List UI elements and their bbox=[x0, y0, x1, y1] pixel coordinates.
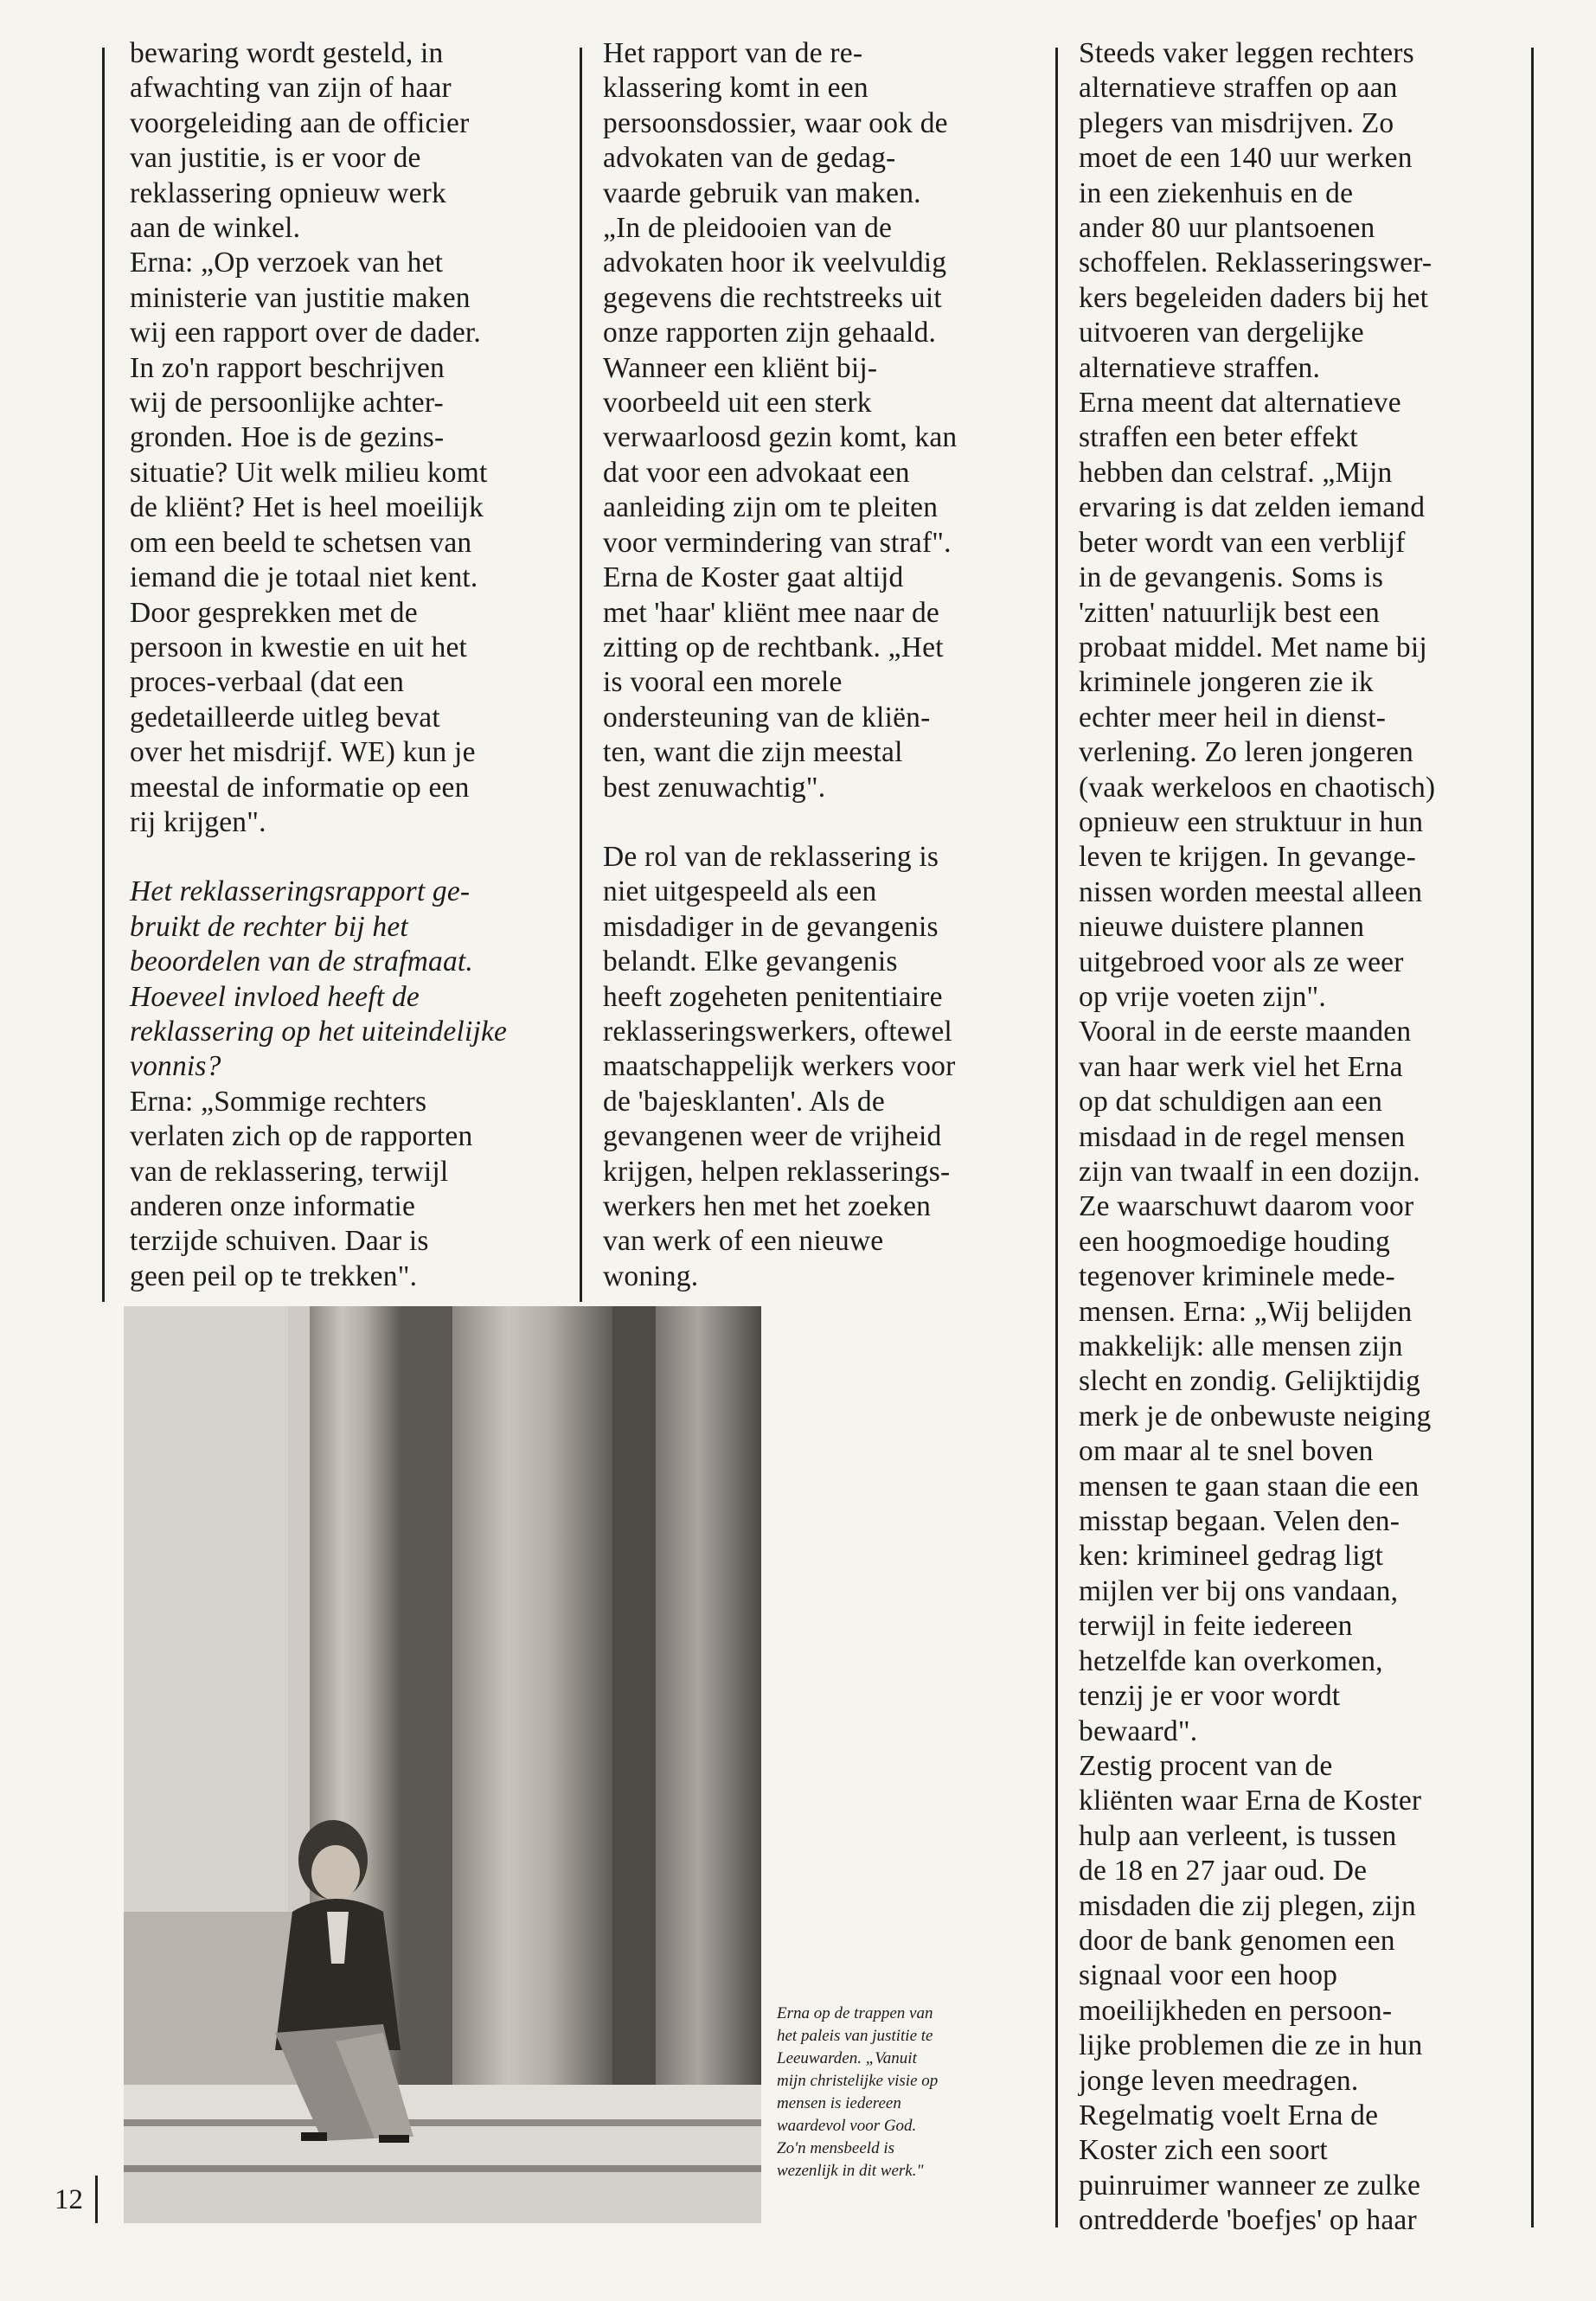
text-line: advokaten van de gedag- bbox=[603, 142, 896, 175]
caption-line: Zo'n mensbeeld is bbox=[777, 2139, 894, 2157]
text-line: schoffelen. Reklasseringswer- bbox=[1079, 247, 1433, 279]
text-line: gevangenen weer de vrijheid bbox=[603, 1120, 942, 1153]
caption-line: mensen is iedereen bbox=[777, 2094, 901, 2112]
text-line: merk je de onbewuste neiging bbox=[1079, 1400, 1432, 1433]
text-line: met 'haar' kliënt mee naar de bbox=[603, 596, 939, 629]
text-line: misstap begaan. Velen den- bbox=[1079, 1505, 1401, 1538]
text-line: De rol van de reklassering is bbox=[603, 840, 939, 873]
text-line: situatie? Uit welk milieu komt bbox=[130, 456, 488, 489]
text-line: om maar al te snel boven bbox=[1079, 1435, 1374, 1468]
text-line: om een beeld te schetsen van bbox=[130, 526, 472, 559]
text-line: afwachting van zijn of haar bbox=[130, 72, 452, 105]
text-line: zijn van twaalf in een dozijn. bbox=[1079, 1156, 1420, 1188]
text-line: moeilijkheden en persoon- bbox=[1079, 1994, 1393, 2027]
text-line: verlening. Zo leren jongeren bbox=[1079, 736, 1413, 769]
text-line: misdaad in de regel mensen bbox=[1079, 1120, 1406, 1153]
text-line: Erna meent dat alternatieve bbox=[1079, 387, 1401, 420]
page-number-rule bbox=[95, 2176, 98, 2223]
text-line: een hoogmoedige houding bbox=[1079, 1225, 1390, 1258]
text-line: op dat schuldigen aan een bbox=[1079, 1086, 1383, 1118]
text-line: puinruimer wanneer ze zulke bbox=[1079, 2169, 1421, 2202]
column-2-text bbox=[603, 36, 957, 805]
text-line: misdaden die zij plegen, zijn bbox=[1079, 1889, 1417, 1922]
text-line: vaarde gebruik van maken. bbox=[603, 176, 921, 209]
photo-caption bbox=[777, 2003, 938, 2182]
text-line: advokaten hoor ik veelvuldig bbox=[603, 247, 947, 279]
text-line: meestal de informatie op een bbox=[130, 771, 470, 804]
interview-question bbox=[130, 875, 507, 1084]
article-column-1 bbox=[130, 36, 507, 1294]
question-line: reklassering op het uiteindelijke bbox=[130, 1015, 508, 1048]
text-line: is vooral een morele bbox=[603, 666, 843, 699]
question-line: beoordelen van de strafmaat. bbox=[130, 945, 473, 978]
text-line: voor vermindering van straf". bbox=[603, 526, 952, 559]
text-line: Regelmatig voelt Erna de bbox=[1079, 2099, 1379, 2131]
text-line: van de reklassering, terwijl bbox=[130, 1155, 449, 1188]
text-line: reklasseringswerkers, oftewel bbox=[603, 1015, 952, 1048]
text-line: tegenover kriminele mede- bbox=[1079, 1260, 1395, 1293]
text-line: Het rapport van de re- bbox=[603, 37, 863, 69]
text-line: klassering komt in een bbox=[603, 72, 869, 105]
text-line: nieuwe duistere plannen bbox=[1079, 911, 1365, 944]
text-line: ken: krimineel gedrag ligt bbox=[1079, 1540, 1384, 1573]
photo-erna-on-courthouse-steps bbox=[124, 1306, 761, 2223]
text-line: zitting op de rechtbank. „Het bbox=[603, 631, 944, 663]
text-line: nissen worden meestal alleen bbox=[1079, 875, 1423, 908]
text-line: op vrije voeten zijn". bbox=[1079, 980, 1326, 1013]
text-line: kriminele jongeren zie ik bbox=[1079, 666, 1374, 699]
text-line: Erna: „Sommige rechters bbox=[130, 1085, 427, 1118]
text-line: slecht en zondig. Gelijktijdig bbox=[1079, 1365, 1420, 1398]
text-line: tenzij je er voor wordt bbox=[1079, 1680, 1341, 1713]
text-line: voorbeeld uit een sterk bbox=[603, 387, 872, 420]
text-line: Erna: „Op verzoek van het bbox=[130, 247, 444, 279]
text-line: leven te krijgen. In gevange- bbox=[1079, 841, 1416, 874]
text-line: Wanneer een kliënt bij- bbox=[603, 351, 878, 384]
text-line: straffen een beter effekt bbox=[1079, 421, 1358, 454]
text-line: geen peil op te trekken". bbox=[130, 1259, 418, 1292]
column-3-text bbox=[1079, 36, 1435, 2239]
text-line: wij de persoonlijke achter- bbox=[130, 387, 444, 420]
text-line: moet de een 140 uur werken bbox=[1079, 142, 1413, 175]
text-line: (vaak werkeloos en chaotisch) bbox=[1079, 771, 1436, 804]
text-line: in een ziekenhuis en de bbox=[1079, 176, 1354, 209]
text-line: de 'bajesklanten'. Als de bbox=[603, 1085, 885, 1118]
article-column-2 bbox=[603, 36, 957, 1294]
text-line: gedetailleerde uitleg bevat bbox=[130, 701, 440, 734]
caption-line: mijn christelijke visie op bbox=[777, 2072, 939, 2090]
text-line: bewaard". bbox=[1079, 1715, 1198, 1747]
text-line: krijgen, helpen reklasserings- bbox=[603, 1155, 951, 1188]
column-2-text-b bbox=[603, 840, 957, 1294]
text-line: uitgebroed voor als ze weer bbox=[1079, 945, 1404, 978]
text-line: 'zitten' natuurlijk best een bbox=[1079, 596, 1380, 629]
text-line: anderen onze informatie bbox=[130, 1190, 416, 1222]
text-line: woning. bbox=[603, 1259, 699, 1292]
page-number: 12 bbox=[54, 2184, 83, 2215]
text-line: plegers van misdrijven. Zo bbox=[1079, 106, 1394, 139]
text-line: de 18 en 27 jaar oud. De bbox=[1079, 1855, 1368, 1888]
text-line: hebben dan celstraf. „Mijn bbox=[1079, 456, 1393, 489]
text-line: rij krijgen". bbox=[130, 805, 266, 838]
text-line: Zestig procent van de bbox=[1079, 1749, 1333, 1782]
column-rule-right bbox=[1531, 48, 1534, 2227]
text-line: voorgeleiding aan de officier bbox=[130, 106, 470, 139]
text-line: van haar werk viel het Erna bbox=[1079, 1050, 1403, 1083]
text-line: alternatieve straffen. bbox=[1079, 351, 1321, 384]
article-column-3 bbox=[1079, 36, 1435, 2239]
text-line: ten, want die zijn meestal bbox=[603, 736, 903, 769]
text-line: jonge leven meedragen. bbox=[1079, 2064, 1359, 2097]
text-line: misdadiger in de gevangenis bbox=[603, 910, 939, 943]
text-line: persoon in kwestie en uit het bbox=[130, 631, 468, 663]
text-line: „In de pleidooien van de bbox=[603, 212, 893, 245]
text-line: hulp aan verleent, is tussen bbox=[1079, 1819, 1397, 1852]
text-line: ander 80 uur plantsoenen bbox=[1079, 212, 1375, 245]
interview-answer bbox=[130, 1085, 507, 1294]
text-line: in de gevangenis. Soms is bbox=[1079, 561, 1384, 594]
text-line: ontredderde 'boefjes' op haar bbox=[1079, 2204, 1417, 2237]
text-line: gegevens die rechtstreeks uit bbox=[603, 281, 942, 314]
text-line: reklassering opnieuw werk bbox=[130, 176, 446, 209]
text-line: van werk of een nieuwe bbox=[603, 1225, 884, 1258]
text-line: over het misdrijf. WE) kun je bbox=[130, 736, 476, 769]
column-1-text bbox=[130, 36, 507, 840]
text-line: iemand die je totaal niet kent. bbox=[130, 561, 478, 594]
text-line: makkelijk: alle mensen zijn bbox=[1079, 1330, 1403, 1363]
text-line: aan de winkel. bbox=[130, 212, 301, 245]
text-line: ministerie van justitie maken bbox=[130, 281, 471, 314]
text-line: Door gesprekken met de bbox=[130, 596, 418, 629]
text-line: Koster zich een soort bbox=[1079, 2134, 1328, 2167]
text-line: gronden. Hoe is de gezins- bbox=[130, 421, 445, 454]
text-line: onze rapporten zijn gehaald. bbox=[603, 317, 937, 349]
question-line: Hoeveel invloed heeft de bbox=[130, 980, 420, 1013]
text-line: hetzelfde kan overkomen, bbox=[1079, 1644, 1383, 1677]
text-line: heeft zogeheten penitentiaire bbox=[603, 980, 943, 1013]
text-line: aanleiding zijn om te pleiten bbox=[603, 491, 939, 524]
text-line: wij een rapport over de dader. bbox=[130, 317, 481, 349]
text-line: verlaten zich op de rapporten bbox=[130, 1120, 473, 1153]
text-line: Vooral in de eerste maanden bbox=[1079, 1016, 1412, 1048]
text-line: beter wordt van een verblijf bbox=[1079, 526, 1406, 559]
column-rule-2-3 bbox=[1055, 48, 1058, 2227]
text-line: verwaarloosd gezin komt, kan bbox=[603, 421, 958, 454]
column-rule-1-2 bbox=[580, 48, 582, 1302]
column-rule-left bbox=[102, 48, 105, 1302]
caption-line: Erna op de trappen van bbox=[777, 2004, 933, 2022]
text-line: ervaring is dat zelden iemand bbox=[1079, 491, 1426, 524]
text-line: mijlen ver bij ons vandaan, bbox=[1079, 1574, 1399, 1607]
text-line: terwijl in feite iedereen bbox=[1079, 1610, 1353, 1643]
text-line: mensen. Erna: „Wij belijden bbox=[1079, 1295, 1413, 1328]
text-line: ondersteuning van de kliën- bbox=[603, 701, 931, 734]
text-line: kliënten waar Erna de Koster bbox=[1079, 1785, 1422, 1817]
text-line: mensen te gaan staan die een bbox=[1079, 1470, 1420, 1503]
question-line: vonnis? bbox=[130, 1050, 221, 1083]
text-line: uitvoeren van dergelijke bbox=[1079, 317, 1364, 349]
text-line: de kliënt? Het is heel moeilijk bbox=[130, 491, 484, 524]
text-line: dat voor een advokaat een bbox=[603, 456, 910, 489]
text-line: proces-verbaal (dat een bbox=[130, 666, 405, 699]
text-line: Ze waarschuwt daarom voor bbox=[1079, 1190, 1414, 1223]
text-line: opnieuw een struktuur in hun bbox=[1079, 805, 1424, 838]
text-line: probaat middel. Met name bij bbox=[1079, 631, 1427, 663]
question-line: bruikt de rechter bij het bbox=[130, 910, 408, 943]
text-line: maatschappelijk werkers voor bbox=[603, 1050, 956, 1083]
text-line: alternatieve straffen op aan bbox=[1079, 72, 1398, 105]
text-line: van justitie, is er voor de bbox=[130, 142, 421, 175]
caption-line: waardevol voor God. bbox=[777, 2117, 917, 2135]
text-line: Erna de Koster gaat altijd bbox=[603, 561, 904, 594]
text-line: echter meer heil in dienst- bbox=[1079, 701, 1387, 734]
text-line: kers begeleiden daders bij het bbox=[1079, 281, 1429, 314]
text-line: bewaring wordt gesteld, in bbox=[130, 37, 444, 69]
photo-illustration bbox=[124, 1306, 761, 2223]
text-line: niet uitgespeeld als een bbox=[603, 875, 877, 908]
caption-line: het paleis van justitie te bbox=[777, 2027, 933, 2045]
text-line: Steeds vaker leggen rechters bbox=[1079, 37, 1414, 69]
text-line: werkers hen met het zoeken bbox=[603, 1190, 932, 1222]
text-line: door de bank genomen een bbox=[1079, 1924, 1395, 1957]
text-line: signaal voor een hoop bbox=[1079, 1959, 1338, 1992]
text-line: In zo'n rapport beschrijven bbox=[130, 351, 445, 384]
text-line: persoonsdossier, waar ook de bbox=[603, 106, 948, 139]
caption-line: Leeuwarden. „Vanuit bbox=[777, 2049, 917, 2067]
text-line: lijke problemen die ze in hun bbox=[1079, 2029, 1423, 2062]
text-line: best zenuwachtig". bbox=[603, 771, 826, 804]
caption-line: wezenlijk in dit werk." bbox=[777, 2162, 924, 2180]
question-line: Het reklasseringsrapport ge- bbox=[130, 875, 471, 908]
text-line: terzijde schuiven. Daar is bbox=[130, 1225, 429, 1258]
text-line: belandt. Elke gevangenis bbox=[603, 945, 898, 978]
